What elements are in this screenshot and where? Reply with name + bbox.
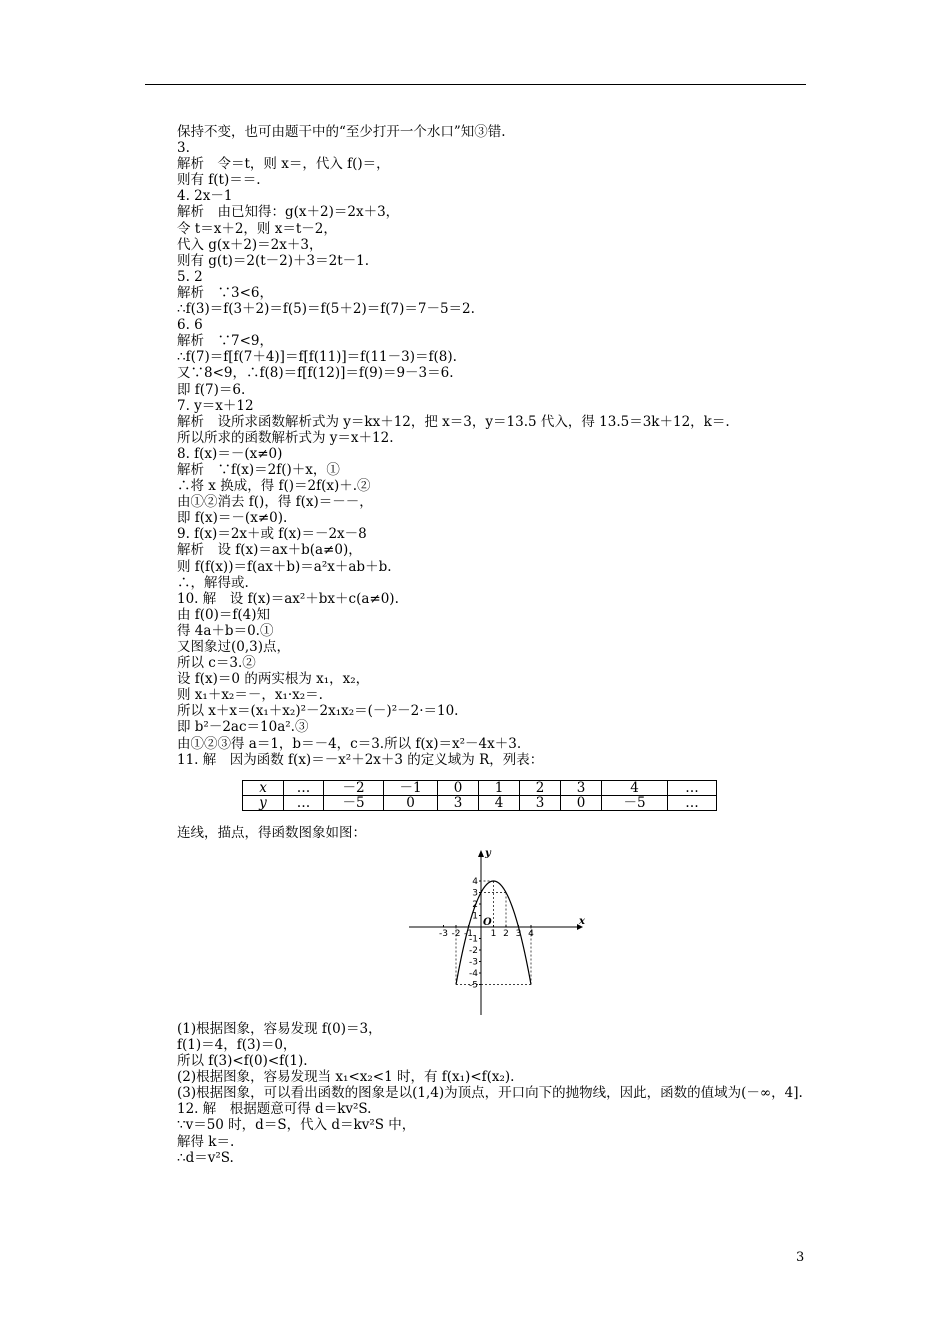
text-line: ∴f(3)＝f(3＋2)＝f(5)＝f(5＋2)＝f(7)＝7－5＝2. xyxy=(177,301,475,318)
x-tick-label: 2 xyxy=(503,928,509,939)
text-line: 所以 x＋x＝(x₁＋x₂)²－2x₁x₂＝(－)²－2·＝10. xyxy=(177,703,459,720)
text-line: 5. 2 xyxy=(177,268,203,285)
text-line: 8. f(x)＝－(x≠0) xyxy=(177,445,283,462)
table-cell: … xyxy=(284,795,324,810)
text-line: 解析 ∵f(x)＝2f()＋x，① xyxy=(177,461,340,478)
text-line: ∴将 x 换成，得 f()＝2f(x)＋.② xyxy=(177,478,371,495)
text-line: 代入 g(x＋2)＝2x＋3， xyxy=(177,236,323,253)
text-line: 4. 2x－1 xyxy=(177,188,233,205)
text-line: 3. xyxy=(177,140,190,157)
y-tick-label: -4 xyxy=(469,968,478,979)
text-line: 又∵8<9，∴f(8)＝f[f(12)]＝f(9)＝9－3＝6. xyxy=(177,365,454,382)
x-tick-label: 4 xyxy=(528,928,534,939)
x-tick-label: 3 xyxy=(515,928,522,939)
text-line: 设 f(x)＝0 的两实根为 x₁，x₂， xyxy=(177,671,370,688)
y-tick-label: -3 xyxy=(469,957,478,968)
table-cell: －2 xyxy=(324,780,384,795)
text-line: (1)根据图象，容易发现 f(0)＝3， xyxy=(177,1020,382,1037)
value-table xyxy=(242,780,717,811)
text-line: 则 x₁＋x₂＝－，x₁·x₂＝. xyxy=(177,687,323,704)
text-line: 解析 设 f(x)＝ax＋b(a≠0)， xyxy=(177,542,362,559)
text-line: 得 4a＋b＝0.① xyxy=(177,622,274,639)
text-line: f(1)＝4，f(3)＝0， xyxy=(177,1036,297,1053)
table-cell: 0 xyxy=(384,795,438,810)
table-cell: 2 xyxy=(520,780,561,795)
graph-caption: 连线，描点，得函数图象如图： xyxy=(177,824,366,841)
table-cell: 0 xyxy=(561,795,602,810)
text-line: (3)根据图象，可以看出函数的图象是以(1,4)为顶点，开口向下的抛物线，因此，函数的值域为(－∞，4]. xyxy=(177,1085,803,1102)
text-line: 解析 由已知得：g(x＋2)＝2x＋3， xyxy=(177,204,400,221)
x-tick-label: -3 xyxy=(439,928,448,939)
table-cell: －5 xyxy=(324,795,384,810)
text-line: 即 b²－2ac＝10a².③ xyxy=(177,719,309,736)
text-line: 解析 令＝t，则 x＝，代入 f()＝， xyxy=(177,156,390,173)
y-tick-label: 1 xyxy=(472,911,478,922)
text-line: ∵v＝50 时，d＝S，代入 d＝kv²S 中， xyxy=(177,1117,416,1134)
table-header-y: y xyxy=(243,795,284,810)
text-line: 则有 f(t)＝＝. xyxy=(177,172,261,189)
solution-text-block xyxy=(177,124,809,768)
text-line: 即 f(x)＝－(x≠0). xyxy=(177,510,288,527)
header-rule xyxy=(145,84,806,85)
text-line: 则 f(f(x))＝f(ax＋b)＝a²x＋ab＋b. xyxy=(177,558,392,575)
text-line: 所以 c＝3.② xyxy=(177,655,256,672)
text-line: 解得 k＝. xyxy=(177,1133,235,1150)
text-line: 则有 g(t)＝2(t－2)＋3＝2t－1. xyxy=(177,252,370,269)
text-line: 所以所求的函数解析式为 y＝x＋12. xyxy=(177,429,394,446)
table-cell: 4 xyxy=(479,795,520,810)
text-line: 12. 解 根据题意可得 d＝kv²S. xyxy=(177,1101,372,1118)
text-line: 解析 ∵3<6， xyxy=(177,284,273,301)
value-table-container xyxy=(242,780,809,811)
text-line: 7. y＝x＋12 xyxy=(177,397,254,414)
y-tick-label: -2 xyxy=(469,945,478,956)
x-axis-label: x xyxy=(579,915,585,927)
table-cell: －5 xyxy=(602,795,668,810)
text-line: 即 f(7)＝6. xyxy=(177,381,246,398)
text-line: 由①②消去 f()，得 f(x)＝－－， xyxy=(177,494,373,511)
text-line: 保持不变，也可由题干中的“至少打开一个水口”知③错. xyxy=(177,124,506,140)
text-line: 令 t＝x＋2，则 x＝t－2， xyxy=(177,220,337,237)
document-body xyxy=(177,124,809,1166)
text-line: ∴f(7)＝f[f(7＋4)]＝f[f(11)]＝f(11－3)＝f(8). xyxy=(177,349,457,366)
y-tick-label: 4 xyxy=(472,876,478,887)
text-line: 所以 f(3)<f(0)<f(1). xyxy=(177,1053,308,1070)
text-line: 又图象过(0,3)点， xyxy=(177,639,291,655)
y-axis-arrow xyxy=(478,850,484,857)
origin-label: O xyxy=(483,916,492,928)
table-cell: … xyxy=(668,795,717,810)
text-line: 由①②③得 a＝1，b＝－4，c＝3.所以 f(x)＝x²－4x＋3. xyxy=(177,735,522,752)
page-number: 3 xyxy=(796,1250,805,1265)
x-tick-label: -1 xyxy=(464,928,473,939)
table-cell: … xyxy=(668,780,717,795)
table-cell: 0 xyxy=(438,780,479,795)
text-line: 解析 ∵7<9， xyxy=(177,333,273,350)
y-tick-label: -5 xyxy=(469,980,478,991)
graph-container xyxy=(177,845,809,1015)
table-cell: 3 xyxy=(520,795,561,810)
table-cell: 3 xyxy=(438,795,479,810)
table-cell: … xyxy=(284,780,324,795)
table-cell: 3 xyxy=(561,780,602,795)
table-cell: 4 xyxy=(602,780,668,795)
text-line: 6. 6 xyxy=(177,317,203,334)
table-header-x: x xyxy=(243,780,284,795)
y-tick-label: -1 xyxy=(469,934,478,945)
conclusion-text-block xyxy=(177,1021,809,1166)
x-tick-label: -2 xyxy=(451,928,461,939)
table-cell: －1 xyxy=(384,780,438,795)
table-row-x xyxy=(243,780,717,795)
y-axis-label: y xyxy=(485,847,491,859)
text-line: 解析 设所求函数解析式为 y＝kx＋12，把 x＝3，y＝13.5 代入，得 13.5＝3k＋12，k＝. xyxy=(177,413,730,430)
text-line: (2)根据图象，容易发现当 x₁<x₂<1 时，有 f(x₁)<f(x₂). xyxy=(177,1069,515,1086)
text-line: ∴，解得或. xyxy=(177,574,249,591)
table-cell: 1 xyxy=(479,780,520,795)
text-line: 11. 解 因为函数 f(x)＝－x²＋2x＋3 的定义域为 R，列表： xyxy=(177,751,544,768)
x-tick-label: 1 xyxy=(490,928,497,939)
text-line: 9. f(x)＝2x＋或 f(x)＝－2x－8 xyxy=(177,526,367,543)
y-tick-label: 3 xyxy=(472,888,478,899)
text-line: 10. 解 设 f(x)＝ax²＋bx＋c(a≠0). xyxy=(177,590,399,607)
text-line: ∴d＝v²S. xyxy=(177,1149,234,1166)
text-line: 由 f(0)＝f(4)知 xyxy=(177,606,271,623)
parabola-graph xyxy=(409,845,589,1015)
table-row-y xyxy=(243,795,717,810)
y-tick-label: 2 xyxy=(472,899,478,910)
